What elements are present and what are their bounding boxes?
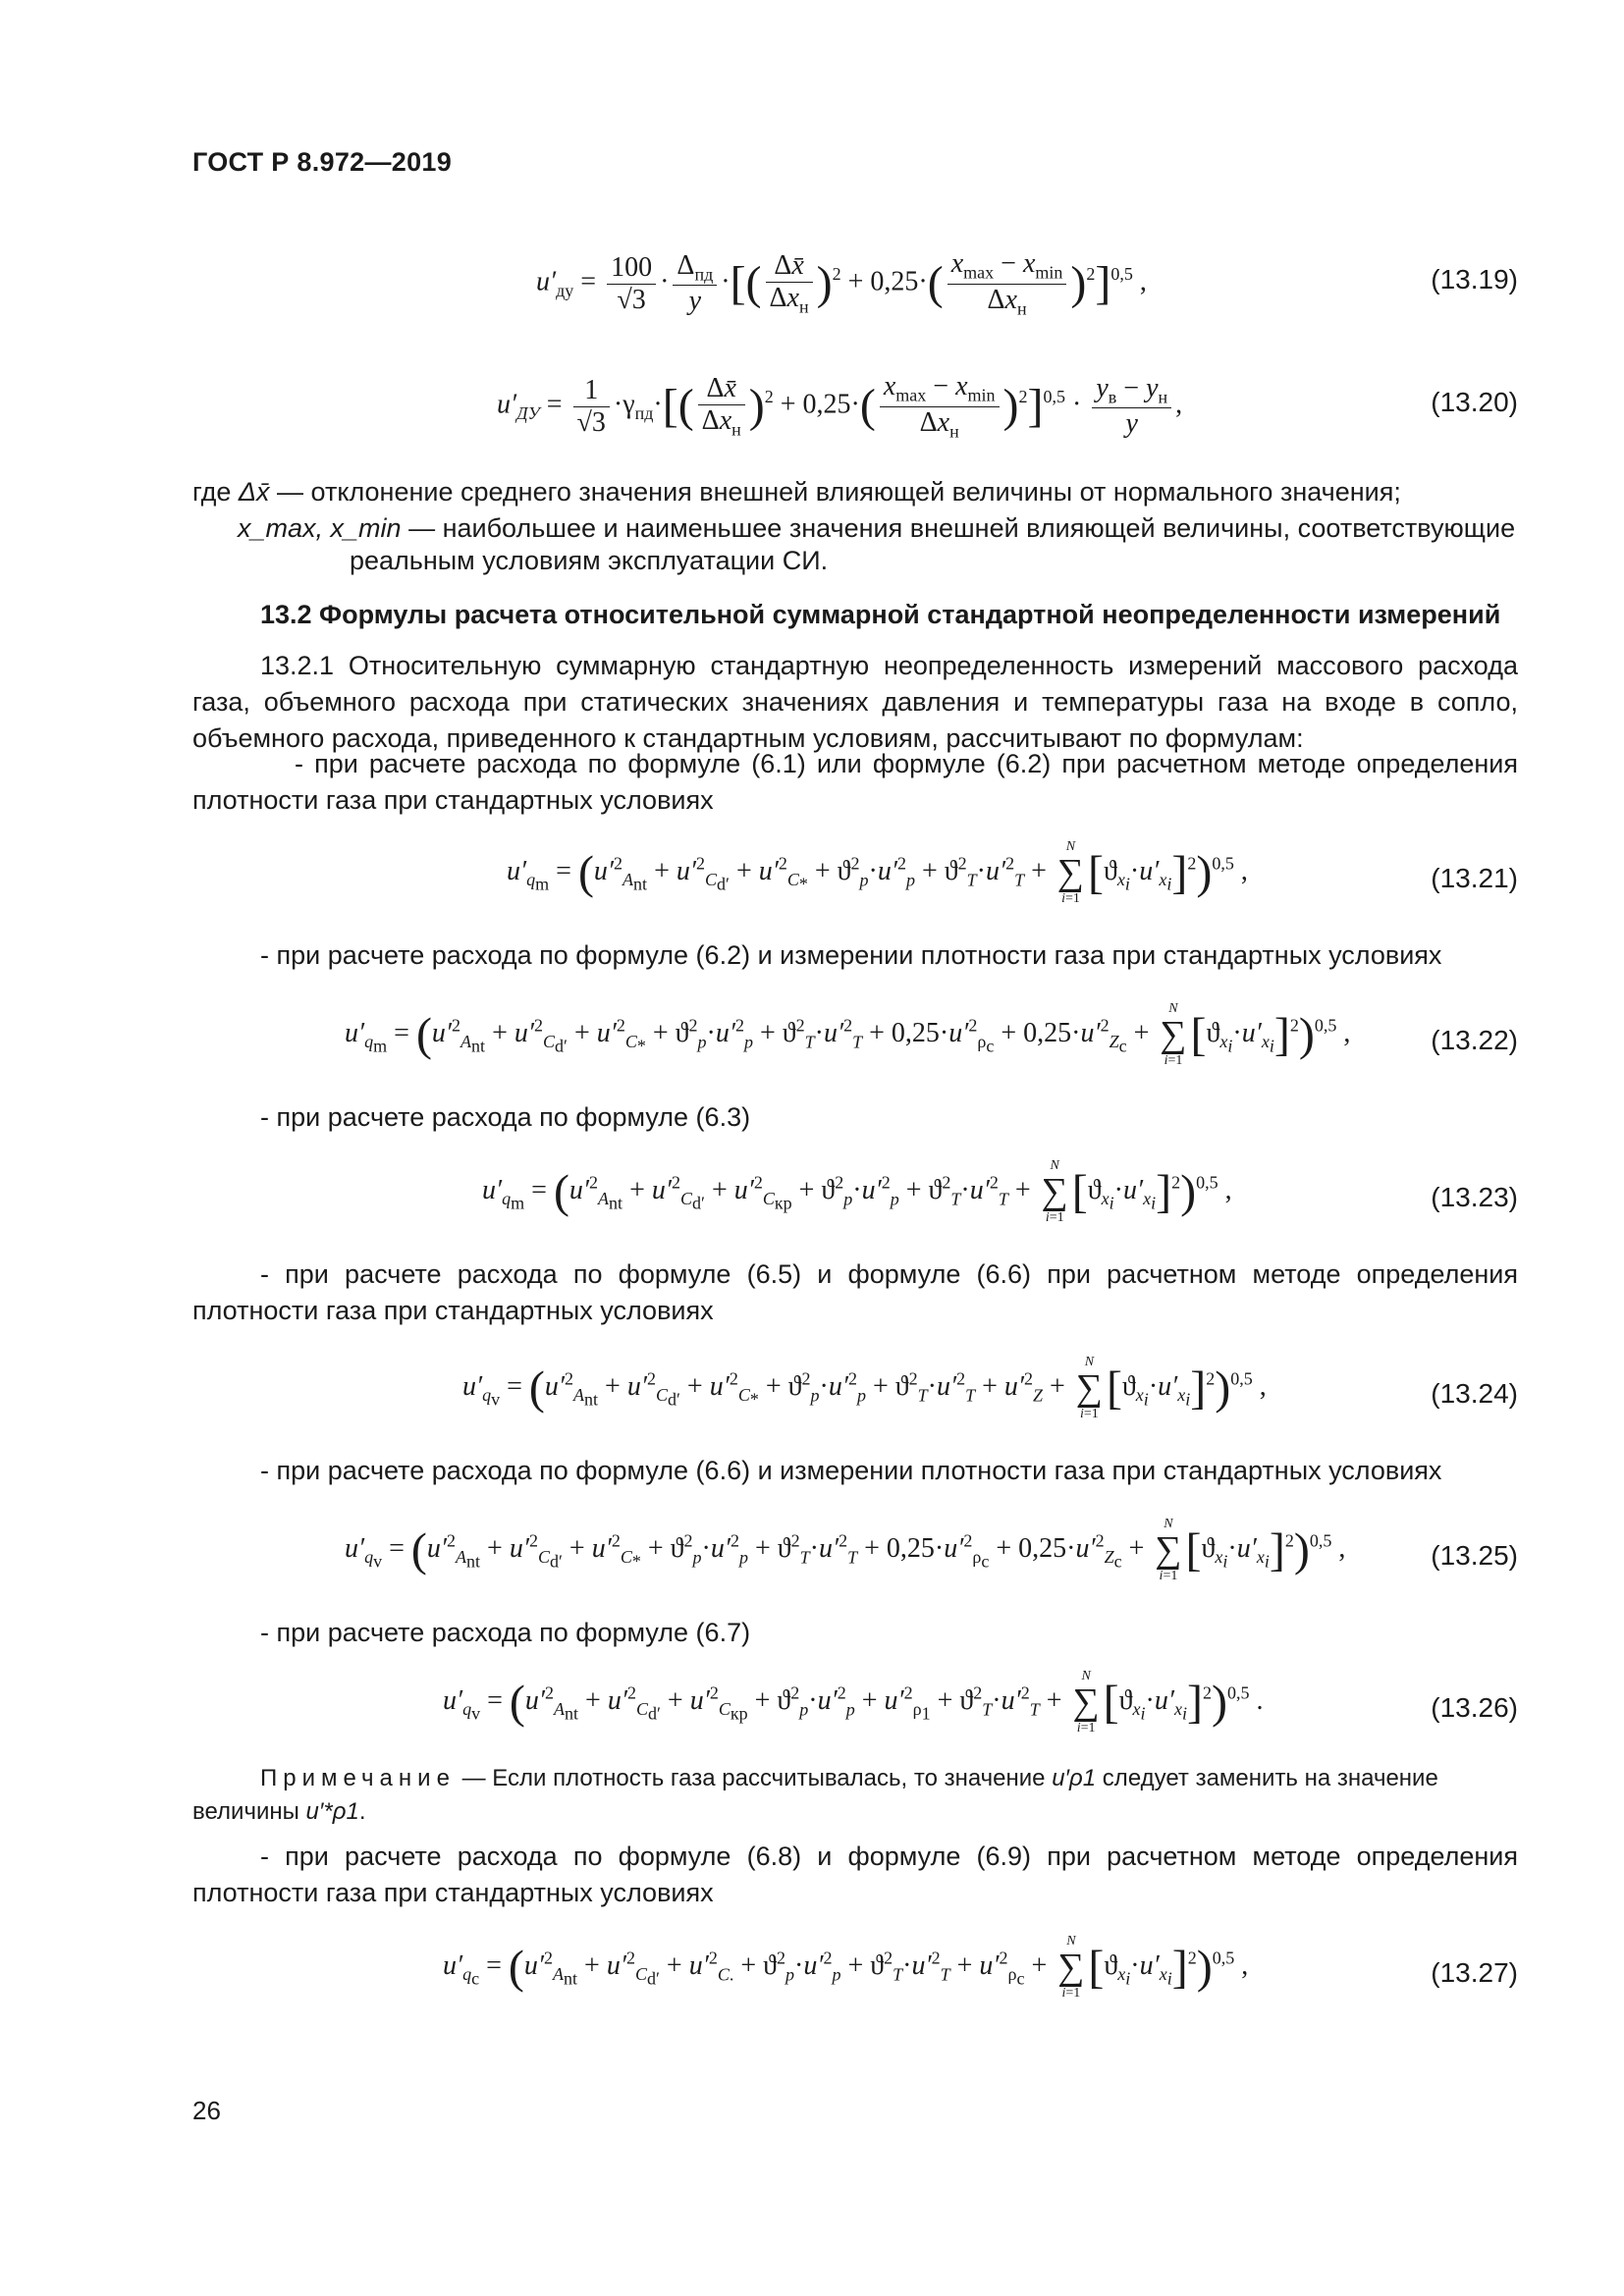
where-line-3: реальным условиям эксплуатации СИ. [350,546,829,575]
equation-13-23 [192,1158,1518,1237]
equation-13-22 [192,1001,1518,1080]
formula-13-27: $u'_{q_c} = (u'^2_{A_{nt}} + u'^2_{C_{d'}} + u'^2_{C.} + ϑ^2_p\cdot u'^2_p + ϑ^2_T\cdot u'^2_T + u'^2_{\rho_c} + N$ ∑ $i=1[ϑ_{x_i}\cdot u'_{x_i}]^2)^{0,5}$ , [443,1934,1249,2002]
formula-13-24: $u'_{q_v} = (u'^2_{A_{nt}} + u'^2_{C_{d'}} + u'^2_{C_*} + ϑ^2_p\cdot u'^2_p + ϑ^2_T\cdot u'^2_T + u'^2_Z + N$ ∑ $i=1[ϑ_{x_i}\cdot u'_{x_i}]^2)^{0,5}$ , [462,1355,1267,1422]
formula-13-21: $u'_{q_m} = (u'^2_{A_{nt}} + u'^2_{C_{d'}} + u'^2_{C_*} + ϑ^2_p\cdot u'^2_p + ϑ^2_T\cdot u'^2_T + N$ ∑ $i=1[ϑ_{x_i}\cdot u'_{x_i}]^2)^{0,5}$ , [507,839,1248,907]
formula-13-23: $u'_{q_m} = (u'^2_{A_{nt}} + u'^2_{C_{d'}} + u'^2_{C_{кр}} + ϑ^2_p\cdot u'^2_p + ϑ^2_T\cdot u'^2_T + N$ ∑ $i=1[ϑ_{x_i}\cdot u'_{x_i}]^2)^{0,5}$ , [482,1158,1232,1226]
equation-number: (13.20) [1431,387,1518,417]
page-number: 26 [192,2096,221,2125]
equation-number: (13.27) [1431,1957,1518,1988]
formula-13-25: $u'_{q_v} = (u'^2_{A_{nt}} + u'^2_{C_{d'}} + u'^2_{C_*} + ϑ^2_p\cdot u'^2_p + ϑ^2_T\cdot u'^2_T + 0,25\cdot u'^2_{\rho_c} + 0,25\cdot u'^2_{Z_c} + N$ ∑ $i=1[ϑ_{x_i}\cdot u'_{x_i}]^2)^{0,5}$ , [345,1517,1346,1584]
note-label: Примечание [260,1765,456,1791]
paragraph-13-2-1: 13.2.1 Относительную суммарную стандартную неопределенность измерений массового расхода газа, объемного расхода при статических значениях давления и температуры газа на входе в сопло, объемного расхода, приведенного к стандартным условиям, рассчитывают по формулам: [192,651,1518,753]
equation-number: (13.21) [1431,863,1518,893]
equation-13-19 [192,240,1518,319]
equation-13-21 [192,839,1518,918]
paragraph-case-6-5: - при расчете расхода по формуле (6.5) и формуле (6.6) при расчетном методе определения плотности газа при стандартных условиях [192,1259,1518,1325]
formula-13-22: $u'_{q_m} = (u'^2_{A_{nt}} + u'^2_{C_{d'}} + u'^2_{C_*} + ϑ^2_p\cdot u'^2_p + ϑ^2_T\cdot u'^2_T + 0,25\cdot u'^2_{\rho_c} + 0,25\cdot u'^2_{Z_c} + N$ ∑ $i=1[ϑ_{x_i}\cdot u'_{x_i}]^2)^{0,5}$ , [345,1001,1351,1069]
equation-13-20 [192,363,1518,442]
equation-13-27 [192,1934,1518,2012]
equation-number: (13.19) [1431,264,1518,294]
document-code: ГОСТ Р 8.972—2019 [192,147,453,177]
equation-number: (13.24) [1431,1378,1518,1409]
paragraph-case-6-6: - при расчете расхода по формуле (6.6) и измерении плотности газа при стандартных условиях [260,1456,1442,1485]
equation-number: (13.25) [1431,1540,1518,1571]
equation-13-25 [192,1517,1518,1595]
paragraph-case-6-2: - при расчете расхода по формуле (6.2) и измерении плотности газа при стандартных условиях [260,940,1442,970]
formula-13-20: $u'_{ДУ}$ = $\frac{1}{√3}$ $\cdot\gamma_{пд}\cdot$[( $\frac{\Delta x̄}{\Delta x_н}$ )$^2$ + 0,25·( $\frac{x_{max} - x_{min}}{\Delta x_н}$ )$^2$]$^{0,5}$ · $\frac{y_в - y_н}{y}$ , [497,371,1183,442]
paragraph-case-6-1: - при расчете расхода по формуле (6.1) или формуле (6.2) при расчетном методе определения плотности газа при стандартных условиях [192,749,1518,815]
paragraph-case-6-7: - при расчете расхода по формуле (6.7) [260,1618,751,1647]
paragraph-case-6-8: - при расчете расхода по формуле (6.8) и формуле (6.9) при расчетном методе определения плотности газа при стандартных условиях [192,1842,1518,1907]
equation-number: (13.22) [1431,1025,1518,1055]
where-line-2: x_max, x_min — наибольшее и наименьшее значения внешней влияющей величины, соответствующие [238,513,1516,543]
equation-13-26 [192,1669,1518,1747]
section-title: 13.2 Формулы расчета относительной суммарной стандартной неопределенности измерений [260,600,1501,629]
equation-13-24 [192,1355,1518,1433]
equation-number: (13.23) [1431,1182,1518,1212]
paragraph-case-6-3: - при расчете расхода по формуле (6.3) [260,1102,751,1132]
equation-number: (13.26) [1431,1692,1518,1723]
formula-13-26: $u'_{q_v} = (u'^2_{A_{nt}} + u'^2_{C_{d'}} + u'^2_{C_{кр}} + ϑ^2_p\cdot u'^2_p + u'^2_{\rho_1} + ϑ^2_T\cdot u'^2_T + N$ ∑ $i=1[ϑ_{x_i}\cdot u'_{x_i}]^2)^{0,5}$ . [443,1669,1264,1736]
note: Примечание — Если плотность газа рассчитывалась, то значение u′ρ1 следует заменить на значение величины u′*ρ1. [192,1765,1438,1825]
formula-13-19: $u'_{ду}$ = $\frac{100}{√3}$ · $\frac{\Delta_{пд}}{y}$ ·[( $\frac{\Delta x̄}{\Delta x_н}$ )$^2$ + 0,25·( $\frac{x_{max} - x_{min}}{\Delta x_н}$ )$^2$]$^{0,5}$ , [536,248,1147,319]
where-line-1: где Δx̄ — отклонение среднего значения внешней влияющей величины от нормального значения; [192,477,1401,507]
